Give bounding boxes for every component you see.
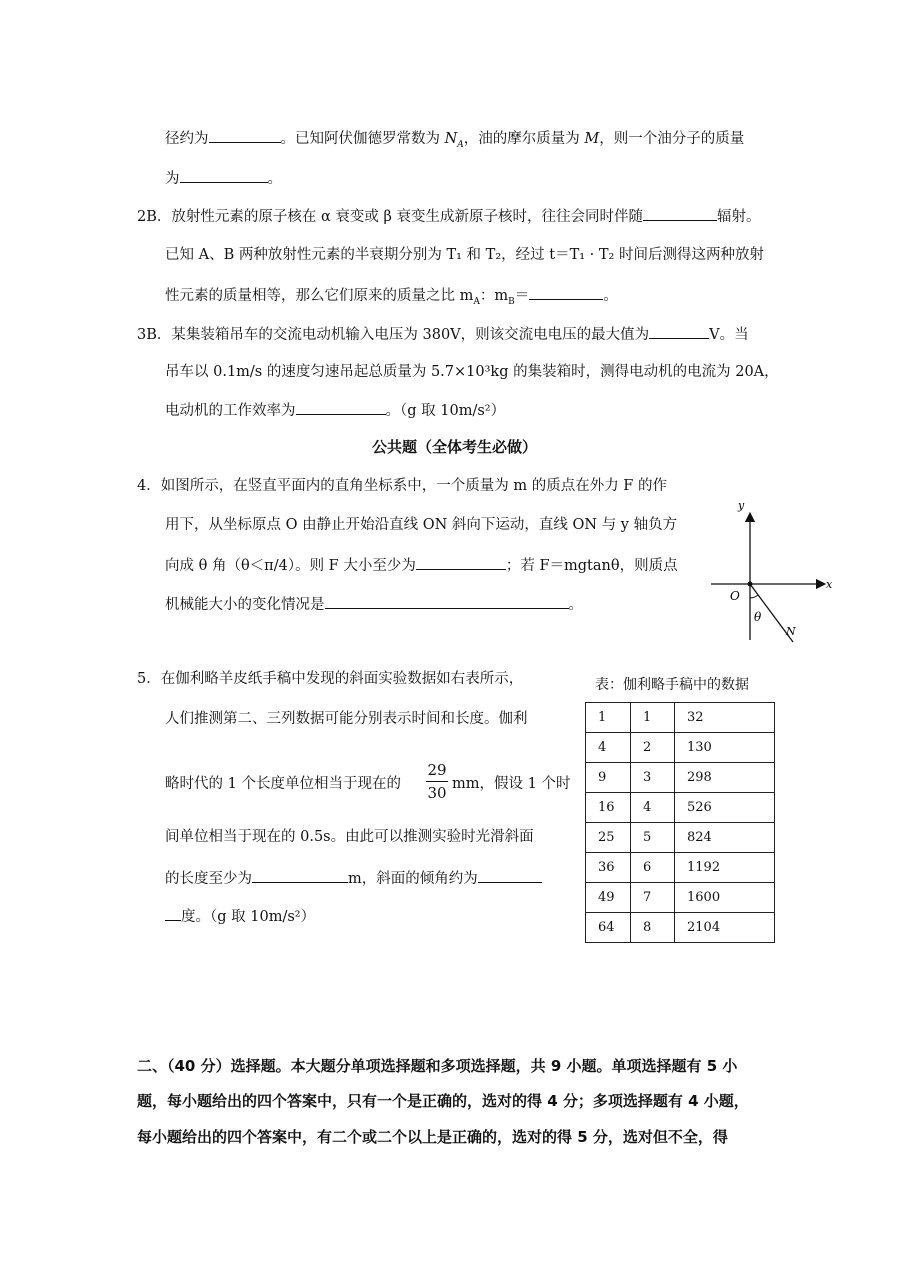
table-cell: 8 [631, 913, 675, 943]
q4-line-2: 用下，从坐标原点 O 由静止开始沿直线 ON 斜向下运动，直线 ON 与 y 轴负方 [165, 517, 678, 533]
answer-blank[interactable] [649, 324, 709, 339]
table-cell: 130 [675, 733, 775, 763]
table-cell: 4 [631, 793, 675, 823]
answer-blank[interactable] [165, 906, 181, 921]
section2-line-3: 每小题给出的四个答案中，有二个或二个以上是正确的，选对的得 5 分，选对但不全，得 [137, 1128, 728, 1146]
table-row [586, 883, 775, 913]
table-cell: 824 [675, 823, 775, 853]
answer-blank[interactable] [209, 128, 281, 143]
table-row [586, 853, 775, 883]
table-cell: 32 [675, 703, 775, 733]
table-row [586, 703, 775, 733]
fraction-denominator: 30 [427, 784, 447, 802]
q4-line-3: 向成 θ 角（θ＜π/4）。则 F 大小至少为 ；若 F＝mgtanθ，则质点 [165, 555, 678, 576]
section-heading: 公共题（全体考生必做） [371, 438, 537, 456]
table-cell: 49 [586, 883, 631, 913]
section2-line-1: 二、（40 分）选择题。本大题分单项选择题和多项选择题，共 9 小题。单项选择题有 5 小 [137, 1057, 738, 1075]
table-cell: 1 [586, 703, 631, 733]
q5-line-4: 间单位相当于现在的 0.5s。由此可以推测实验时光滑斜面 [165, 829, 534, 845]
table-cell: 16 [586, 793, 631, 823]
fraction [426, 760, 448, 803]
section2-line-2: 题，每小题给出的四个答案中，只有一个是正确的，选对的得 4 分；多项选择题有 4 小题， [137, 1092, 749, 1110]
q3-line-2: 吊车以 0.1m/s 的速度匀速吊起总质量为 5.7×10³kg 的集装箱时，测得电动机的电流为 20A， [165, 364, 779, 380]
x-label: x [826, 578, 833, 591]
q5-line-2: 人们推测第二、三列数据可能分别表示时间和长度。伽利 [165, 711, 528, 727]
table-cell: 9 [586, 763, 631, 793]
answer-blank[interactable] [296, 400, 386, 415]
galileo-data-table [585, 702, 775, 943]
n-label: N [786, 625, 796, 638]
table-cell: 1 [631, 703, 675, 733]
q2-line-3: 性元素的质量相等，那么它们原来的质量之比 $m_A$：$m_B=$ 。 [165, 285, 618, 312]
answer-blank[interactable] [478, 868, 542, 883]
origin-label: O [730, 589, 740, 603]
theta-label: θ [754, 610, 762, 624]
y-label: y [738, 499, 745, 512]
table-cell: 1192 [675, 853, 775, 883]
table-cell: 2 [631, 733, 675, 763]
q3-line-3: 电动机的工作效率为 。（g 取 10m/s²） [165, 400, 505, 421]
q5-line-1: 5．在伽利略羊皮纸手稿中发现的斜面实验数据如右表所示， [137, 671, 524, 687]
table-row [586, 793, 775, 823]
table-cell: 5 [631, 823, 675, 853]
table-cell: 64 [586, 913, 631, 943]
table-cell: 25 [586, 823, 631, 853]
angle-arc [750, 595, 758, 598]
cont-line-1: 径约为 。已知阿伏伽德罗常数为 $N_A$，油的摩尔质量为 M，则一个油分子的质量 [165, 128, 744, 155]
q2-line-2: 已知 A、B 两种放射性元素的半衰期分别为 T₁ 和 T₂，经过 t＝T₁ · T₂ 时间后测得这两种放射 [165, 247, 764, 263]
q4-line-4: 机械能大小的变化情况是 。 [165, 594, 583, 615]
fraction-bar [426, 781, 448, 782]
answer-blank[interactable] [325, 594, 569, 609]
answer-blank[interactable] [529, 285, 603, 300]
answer-blank[interactable] [416, 555, 506, 570]
origin-point [748, 582, 753, 587]
q5-line-6: 度。（g 取 10m/s²） [165, 906, 315, 927]
table-cell: 4 [586, 733, 631, 763]
table-cell: 2104 [675, 913, 775, 943]
table-caption: 表：伽利略手稿中的数据 [595, 677, 749, 693]
table-row [586, 733, 775, 763]
q5-line-3a: 略时代的 1 个长度单位相当于现在的 [165, 776, 401, 792]
cont-line-2: 为 。 [165, 168, 282, 189]
answer-blank[interactable] [180, 168, 268, 183]
table-cell: 526 [675, 793, 775, 823]
q5-line-5: 的长度至少为 m，斜面的倾角约为 [165, 868, 542, 889]
answer-blank[interactable] [252, 868, 348, 883]
table-cell: 6 [631, 853, 675, 883]
q5-line-3b: mm，假设 1 个时 [452, 776, 571, 792]
answer-blank[interactable] [643, 206, 717, 221]
table-cell: 1600 [675, 883, 775, 913]
table-row [586, 763, 775, 793]
q3-line-1: 3B．某集装箱吊车的交流电动机输入电压为 380V，则该交流电电压的最大值为 V。当 [137, 324, 749, 345]
q4-line-1: 4．如图所示，在竖直平面内的直角坐标系中，一个质量为 m 的质点在外力 F 的作 [137, 478, 667, 494]
fraction-numerator: 29 [427, 761, 447, 779]
table-cell: 298 [675, 763, 775, 793]
table-row [586, 823, 775, 853]
table-row [586, 913, 775, 943]
coordinate-diagram [705, 495, 845, 655]
table-cell: 36 [586, 853, 631, 883]
table-cell: 3 [631, 763, 675, 793]
q2-line-1: 2B．放射性元素的原子核在 α 衰变或 β 衰变生成新原子核时，往往会同时伴随 辐射。 [137, 206, 761, 227]
table-cell: 7 [631, 883, 675, 913]
